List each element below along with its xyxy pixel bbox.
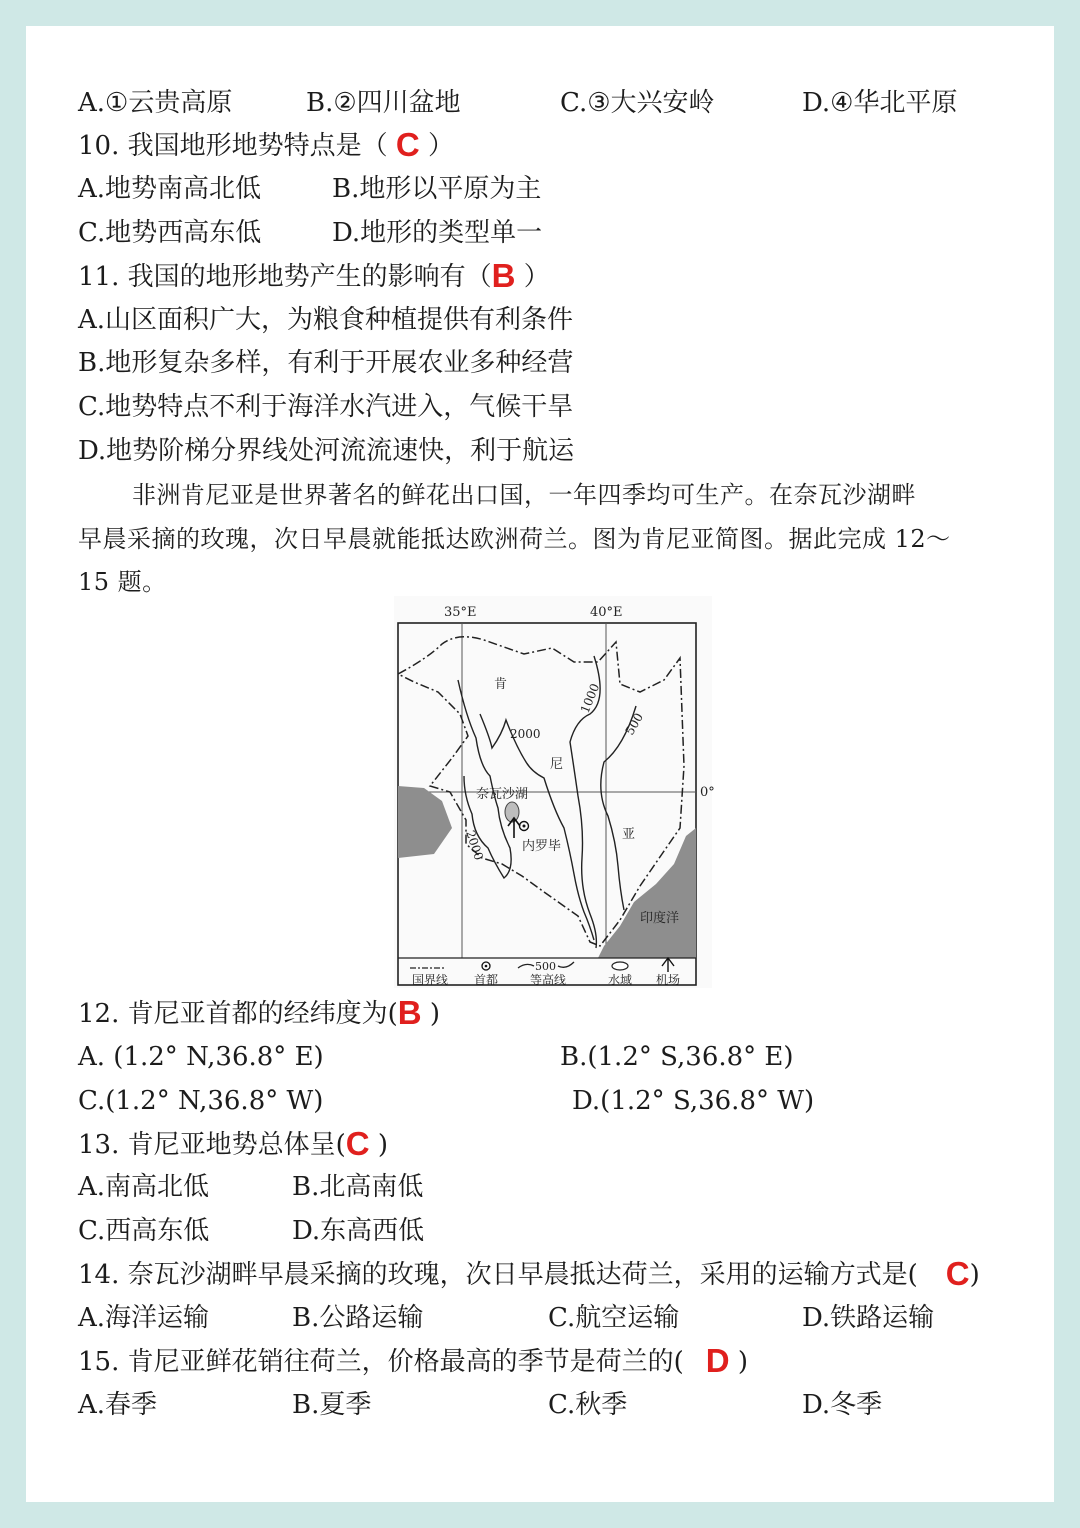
- lake-naivasha-shape: [505, 802, 519, 822]
- q13-options-row1: [78, 1170, 1008, 1204]
- q11-option-b: B.地形复杂多样，有利于开展农业多种经营: [78, 348, 574, 378]
- q15-option-d: D.冬季: [802, 1390, 883, 1420]
- passage-line-3: 15 题。: [78, 568, 167, 596]
- q14-option-b: B.公路运输: [292, 1303, 424, 1333]
- q10-options-row1: [78, 172, 1008, 206]
- q13-option-d: D.东高西低: [292, 1216, 425, 1246]
- q13-stem-text: 13. 肯尼亚地势总体呈(: [78, 1130, 346, 1160]
- q9-option-c: C.③大兴安岭: [560, 88, 715, 118]
- q14-stem: [78, 1257, 980, 1292]
- q10-option-c: C.地势西高东低: [78, 218, 262, 248]
- q12-stem: [78, 996, 440, 1031]
- equator-label: 0°: [700, 785, 715, 800]
- capital-dot: [523, 825, 526, 828]
- q12-answer: B: [397, 994, 422, 1031]
- lon-label-35e: 35°E: [444, 605, 477, 620]
- q12-options-row2: [78, 1084, 1008, 1118]
- worksheet-page: [26, 26, 1054, 1502]
- q12-option-b: B.(1.2° S,36.8° E): [560, 1042, 794, 1072]
- q14-option-c: C.航空运输: [548, 1303, 680, 1333]
- q11-stem-text: 11. 我国的地形地势产生的影响有（: [78, 262, 492, 292]
- q13-answer: C: [345, 1125, 370, 1162]
- contour-label-2000-north: 2000: [510, 727, 541, 741]
- q15-stem-close: ): [729, 1347, 749, 1377]
- passage-line-1: 非洲肯尼亚是世界著名的鲜花出口国，一年四季均可生产。在奈瓦沙湖畔: [132, 481, 916, 509]
- q14-answer: C: [945, 1255, 970, 1292]
- q15-options: [78, 1388, 1008, 1422]
- contour-label-500: 500: [622, 710, 647, 738]
- q14-options: [78, 1301, 1008, 1335]
- q10-stem: [78, 128, 454, 163]
- legend-contour-value: 500: [535, 960, 556, 973]
- q11-answer: B: [491, 257, 516, 294]
- kenya-map: [394, 596, 715, 988]
- q13-options-row2: [78, 1214, 1008, 1248]
- q10-stem-close: ）: [419, 131, 454, 161]
- q9-option-d: D.④华北平原: [802, 88, 958, 118]
- q11-option-c: C.地势特点不利于海洋水汽进入，气候干旱: [78, 392, 574, 422]
- legend-airport-label: 机场: [656, 973, 681, 987]
- q12-stem-close: ): [421, 999, 441, 1029]
- q15-option-b: B.夏季: [292, 1390, 372, 1420]
- q14-option-a: A.海洋运输: [78, 1303, 210, 1333]
- q13-stem: [78, 1127, 388, 1162]
- capital-label: 内罗毕: [522, 839, 562, 854]
- q12-options-row1: [78, 1040, 1008, 1074]
- legend-border-label: 国界线: [412, 973, 449, 987]
- q12-option-d: D.(1.2° S,36.8° W): [572, 1086, 815, 1116]
- legend-capital-dot: [485, 965, 488, 968]
- q10-option-b: B.地形以平原为主: [332, 174, 542, 204]
- contour-label-2000-west: 2000: [463, 828, 486, 862]
- legend-water-label: 水域: [608, 973, 633, 987]
- q13-option-a: A.南高北低: [78, 1172, 210, 1202]
- q11-stem: [78, 259, 550, 294]
- legend-capital-label: 首都: [474, 973, 499, 987]
- q9-option-b: B.②四川盆地: [306, 88, 461, 118]
- country-char-1: 肯: [494, 677, 508, 692]
- country-char-2: 尼: [550, 757, 564, 772]
- q10-option-a: A.地势南高北低: [78, 174, 262, 204]
- passage-line-2: 早晨采摘的玫瑰，次日早晨就能抵达欧洲荷兰。图为肯尼亚简图。据此完成 12～: [78, 525, 951, 553]
- q14-stem-close: ): [969, 1260, 980, 1290]
- q15-answer: D: [705, 1342, 730, 1379]
- q9-options: [78, 86, 1008, 120]
- q10-answer: C: [395, 126, 420, 163]
- q13-option-b: B.北高南低: [292, 1172, 424, 1202]
- q12-option-c: C.(1.2° N,36.8° W): [78, 1086, 324, 1116]
- q10-stem-text: 10. 我国地形地势特点是（: [78, 131, 396, 161]
- q11-option-a: A.山区面积广大，为粮食种植提供有利条件: [78, 305, 574, 335]
- legend-water-symbol: [612, 962, 628, 970]
- contour-label-1000: 1000: [577, 681, 603, 716]
- q15-option-c: C.秋季: [548, 1390, 628, 1420]
- q14-stem-text: 14. 奈瓦沙湖畔早晨采摘的玫瑰，次日早晨抵达荷兰，采用的运输方式是(: [78, 1260, 918, 1290]
- ocean-label: 印度洋: [640, 911, 680, 926]
- country-char-3: 亚: [622, 827, 636, 842]
- q9-option-a: A.①云贵高原: [78, 88, 233, 118]
- q13-option-c: C.西高东低: [78, 1216, 210, 1246]
- q10-options-row2: [78, 216, 1008, 250]
- q14-option-d: D.铁路运输: [802, 1303, 935, 1333]
- q10-option-d: D.地形的类型单一: [332, 218, 543, 248]
- q11-option-d: D.地势阶梯分界线处河流流速快，利于航运: [78, 436, 575, 466]
- q15-stem-text: 15. 肯尼亚鲜花销往荷兰，价格最高的季节是荷兰的(: [78, 1347, 684, 1377]
- q15-option-a: A.春季: [78, 1390, 158, 1420]
- q11-stem-close: ）: [515, 262, 550, 292]
- q15-stem: [78, 1344, 748, 1379]
- q12-option-a: A. (1.2° N,36.8° E): [78, 1042, 324, 1072]
- lake-label: 奈瓦沙湖: [476, 787, 529, 802]
- q12-stem-text: 12. 肯尼亚首都的经纬度为(: [78, 999, 398, 1029]
- legend-contour-label: 等高线: [530, 973, 567, 987]
- q13-stem-close: ): [369, 1130, 389, 1160]
- lon-label-40e: 40°E: [590, 605, 623, 620]
